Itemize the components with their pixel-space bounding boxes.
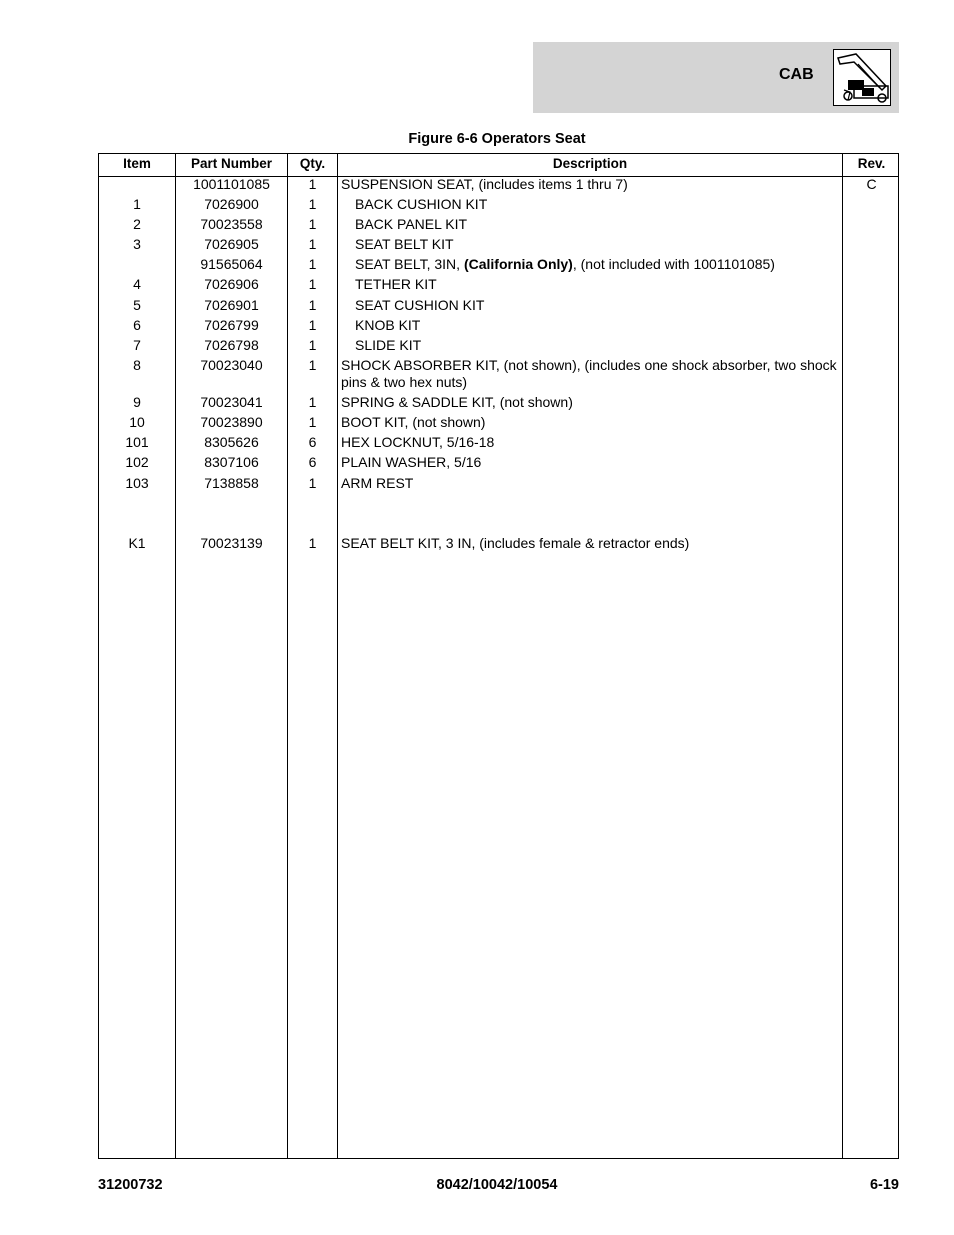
- footer-page-number: 6-19: [869, 1177, 899, 1193]
- cell-item: 8: [133, 357, 141, 373]
- cell-qty: 1: [308, 475, 317, 491]
- footer-model-numbers: 8042/10042/10054: [436, 1177, 558, 1193]
- cell-qty: 1: [308, 317, 317, 333]
- cell-description: BACK PANEL KIT: [355, 216, 468, 232]
- column-divider: [337, 154, 338, 1158]
- cell-description-continuation: pins & two hex nuts): [341, 374, 468, 390]
- parts-table: [98, 153, 899, 1159]
- cell-description: SEAT CUSHION KIT: [355, 297, 485, 313]
- cell-item: 101: [125, 434, 149, 450]
- footer-document-number: 31200732: [98, 1177, 163, 1193]
- cell-qty: 1: [308, 337, 317, 353]
- cell-description: [355, 256, 855, 273]
- cell-part-number: 70023558: [200, 216, 263, 232]
- cell-part-number: 70023041: [200, 394, 263, 410]
- cell-part-number: 8305626: [204, 434, 259, 450]
- cell-qty: 1: [308, 256, 317, 272]
- cell-qty: 6: [308, 434, 317, 450]
- cell-part-number: 7026798: [204, 337, 259, 353]
- section-label: CAB: [779, 66, 814, 83]
- cell-qty: 6: [308, 454, 317, 470]
- cab-machine-icon: [833, 49, 891, 106]
- cell-part-number: 91565064: [200, 256, 263, 272]
- cell-qty: 1: [308, 216, 317, 232]
- cell-qty: 1: [308, 276, 317, 292]
- cell-item: K1: [128, 535, 146, 551]
- cell-description: BOOT KIT, (not shown): [341, 414, 486, 430]
- figure-title: Figure 6-6 Operators Seat: [408, 131, 586, 147]
- description-text: SEAT BELT, 3IN,: [355, 256, 464, 272]
- column-header-description: Description: [552, 156, 628, 171]
- cell-item: 6: [133, 317, 141, 333]
- column-header-item: Item: [123, 156, 151, 171]
- cell-part-number: 1001101085: [193, 176, 270, 192]
- cell-description: SPRING & SADDLE KIT, (not shown): [341, 394, 573, 410]
- cell-description: SLIDE KIT: [355, 337, 422, 353]
- cell-qty: 1: [308, 357, 317, 373]
- cell-description: HEX LOCKNUT, 5/16-18: [341, 434, 495, 450]
- cell-item: 10: [129, 414, 145, 430]
- cell-qty: 1: [308, 414, 317, 430]
- cell-part-number: 7138858: [204, 475, 259, 491]
- cell-description: SEAT BELT KIT: [355, 236, 454, 252]
- cell-item: 5: [133, 297, 141, 313]
- cell-part-number: 7026906: [204, 276, 259, 292]
- description-emphasis: (California Only): [463, 256, 573, 272]
- cell-item: 2: [133, 216, 141, 232]
- cell-part-number: 7026901: [204, 297, 259, 313]
- cell-part-number: 7026905: [204, 236, 259, 252]
- cell-qty: 1: [308, 394, 317, 410]
- cell-part-number: 7026799: [204, 317, 259, 333]
- cell-rev: C: [866, 176, 877, 192]
- cell-item: 1: [133, 196, 141, 212]
- cell-qty: 1: [308, 196, 317, 212]
- cell-description: SHOCK ABSORBER KIT, (not shown), (includes one shock absorber, two shock: [341, 357, 837, 373]
- cell-description: PLAIN WASHER, 5/16: [341, 454, 482, 470]
- cell-description: TETHER KIT: [355, 276, 437, 292]
- cell-part-number: 70023890: [200, 414, 263, 430]
- cell-description: ARM REST: [341, 475, 414, 491]
- cell-item: 4: [133, 276, 141, 292]
- cell-item: 3: [133, 236, 141, 252]
- cell-item: 103: [125, 475, 149, 491]
- cell-qty: 1: [308, 535, 317, 551]
- column-header-qty: Qty.: [299, 156, 326, 171]
- cell-part-number: 70023040: [200, 357, 263, 373]
- cell-part-number: 70023139: [200, 535, 263, 551]
- column-header-part-number: Part Number: [190, 156, 273, 171]
- cell-qty: 1: [308, 176, 317, 192]
- description-text: , (not included with 1001101085): [572, 256, 775, 272]
- cell-part-number: 8307106: [204, 454, 259, 470]
- cell-description: SEAT BELT KIT, 3 IN, (includes female & retractor ends): [341, 535, 690, 551]
- cell-item: 7: [133, 337, 141, 353]
- cell-description: KNOB KIT: [355, 317, 421, 333]
- cell-qty: 1: [308, 236, 317, 252]
- cell-part-number: 7026900: [204, 196, 259, 212]
- cell-item: 9: [133, 394, 141, 410]
- column-header-rev: Rev.: [857, 156, 886, 171]
- cell-qty: 1: [308, 297, 317, 313]
- cell-item: 102: [125, 454, 149, 470]
- cell-description: SUSPENSION SEAT, (includes items 1 thru 7): [341, 176, 628, 192]
- cell-description: BACK CUSHION KIT: [355, 196, 488, 212]
